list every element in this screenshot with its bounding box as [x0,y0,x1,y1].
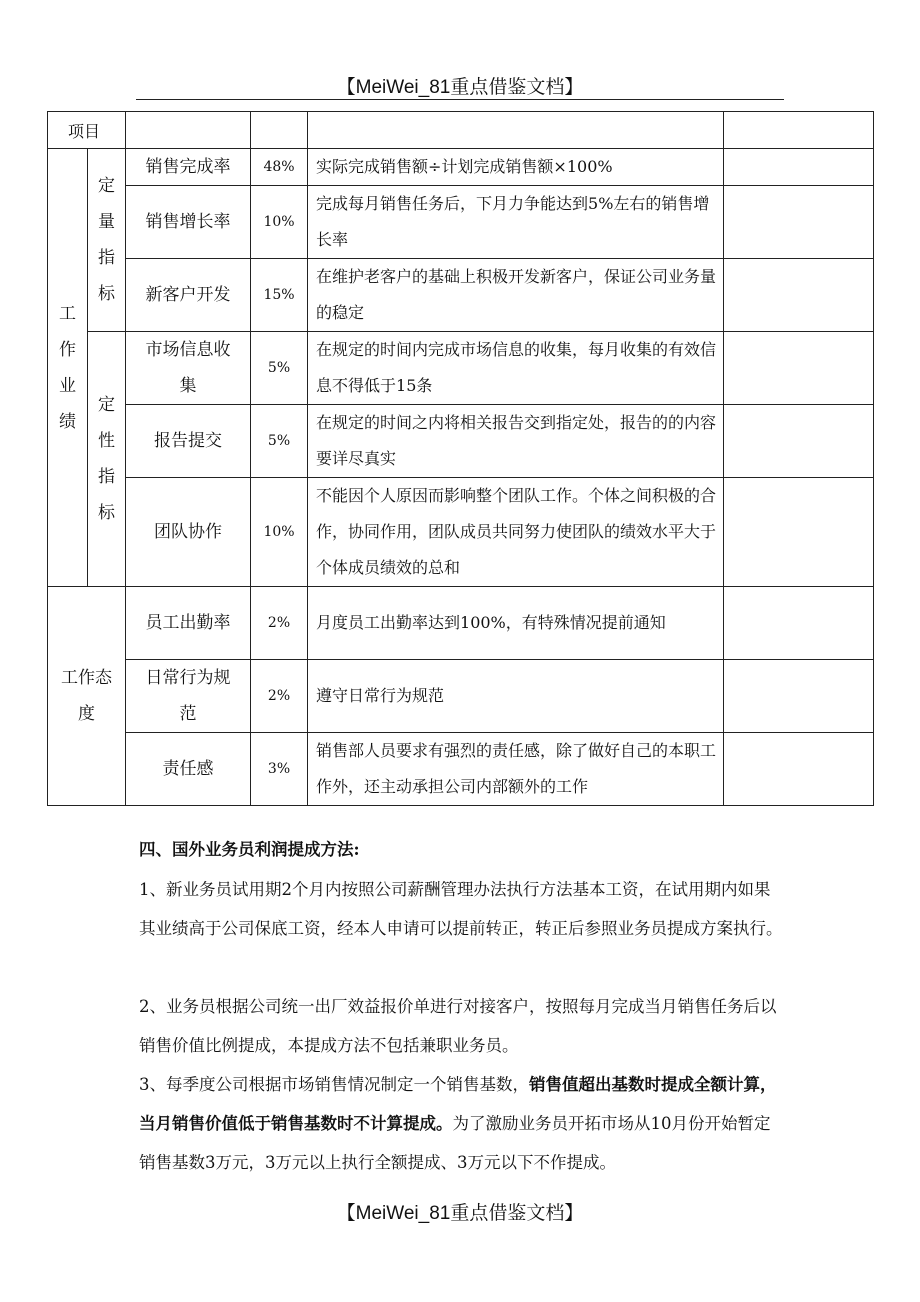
header-item-label: 项目 [48,112,126,149]
table-row [48,405,874,478]
metric-weight: 15% [251,259,308,332]
metric-description: 完成每月销售任务后，下月力争能达到5%左右的销售增长率 [308,186,724,259]
metric-name: 新客户开发 [126,259,251,332]
table-row [48,478,874,587]
empty-cell [724,149,874,186]
metric-name: 市场信息收集 [126,332,251,405]
metric-weight: 10% [251,186,308,259]
metric-name: 团队协作 [126,478,251,587]
metric-weight: 10% [251,478,308,587]
metric-weight: 5% [251,332,308,405]
performance-table [47,111,874,806]
empty-cell [724,186,874,259]
empty-cell [724,259,874,332]
paragraph-1: 1、新业务员试用期2个月内按照公司薪酬管理办法执行方法基本工资，在试用期内如果其业绩高于公司保底工资，经本人申请可以提前转正，转正后参照业务员提成方案执行。 [139,880,783,938]
empty-cell [724,405,874,478]
table-row [48,587,874,660]
paragraph-2: 2、业务员根据公司统一出厂效益报价单进行对接客户，按照每月完成当月销售任务后以销售价值比例提成，本提成方法不包括兼职业务员。 [139,997,777,1055]
metric-name: 日常行为规范 [126,660,251,733]
table-header-row [48,112,874,149]
metric-description: 实际完成销售额÷计划完成销售额×100% [308,149,724,186]
metric-description: 销售部人员要求有强烈的责任感，除了做好自己的本职工作外，还主动承担公司内部额外的工作 [308,733,724,806]
metric-description: 在规定的时间内完成市场信息的收集，每月收集的有效信息不得低于15条 [308,332,724,405]
section-title: 四、国外业务员利润提成方法: [139,840,360,859]
metric-description: 遵守日常行为规范 [308,660,724,733]
page-footer: 【MeiWei_81重点借鉴文档】 [336,1203,584,1224]
subgroup-quantitative: 定 量 指 标 [88,149,126,332]
paragraph-3: 3、每季度公司根据市场销售情况制定一个销售基数，销售值超出基数时提成全额计算，当月销售价值低于销售基数时不计算提成。为了激励业务员开拓市场从10月份开始暂定销售基数3万元，3万元以上执行全额提成、3万元以下不作提成。 [139,1075,777,1172]
metric-description: 在维护老客户的基础上积极开发新客户，保证公司业务量的稳定 [308,259,724,332]
header-empty-cell [724,112,874,149]
metric-weight: 5% [251,405,308,478]
subgroup-qualitative: 定 性 指 标 [88,332,126,587]
metric-weight: 2% [251,587,308,660]
metric-weight: 2% [251,660,308,733]
page-header: 【MeiWei_81重点借鉴文档】 [336,77,584,98]
group-work-attitude: 工作态度 [48,587,126,806]
empty-cell [724,478,874,587]
metric-name: 报告提交 [126,405,251,478]
table-row [48,186,874,259]
empty-cell [724,587,874,660]
table-row [48,259,874,332]
metric-name: 员工出勤率 [126,587,251,660]
table-row [48,660,874,733]
empty-cell [724,733,874,806]
metric-description: 在规定的时间之内将相关报告交到指定处，报告的的内容要详尽真实 [308,405,724,478]
empty-cell [724,660,874,733]
metric-name: 销售完成率 [126,149,251,186]
metric-name: 销售增长率 [126,186,251,259]
table-row [48,149,874,186]
empty-cell [724,332,874,405]
table-row [48,733,874,806]
header-empty-cell [308,112,724,149]
metric-weight: 3% [251,733,308,806]
header-empty-cell [251,112,308,149]
metric-description: 不能因个人原因而影响整个团队工作。个体之间积极的合作，协同作用，团队成员共同努力使团队的绩效水平大于个体成员绩效的总和 [308,478,724,587]
header-rule [136,99,784,100]
group-work-performance: 工 作 业 绩 [48,149,88,587]
metric-weight: 48% [251,149,308,186]
table-row [48,332,874,405]
header-empty-cell [126,112,251,149]
metric-name: 责任感 [126,733,251,806]
metric-description: 月度员工出勤率达到100%，有特殊情况提前通知 [308,587,724,660]
